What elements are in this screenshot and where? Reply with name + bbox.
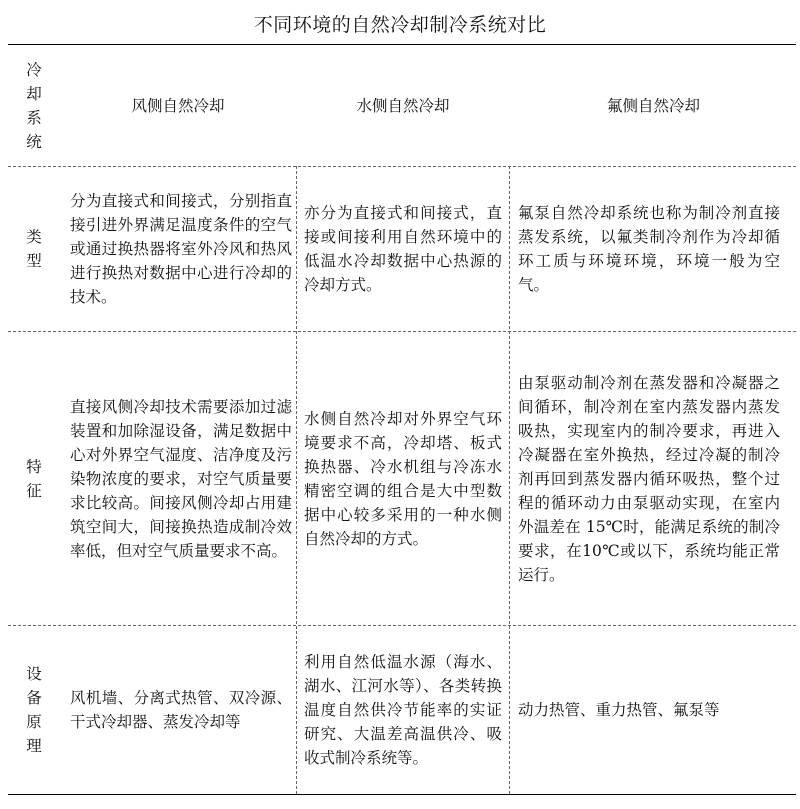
header-row-label: 冷却系统 — [26, 61, 42, 151]
top-rule — [8, 44, 796, 45]
table-cell: 动力热管、重力热管、氟泵等 — [518, 701, 720, 719]
row-label-feature: 特征 — [26, 457, 42, 500]
table-cell: 利用自然低温水源（海水、湖水、江河水等）、各类转换温度自然供冷节能率的实证研究、大温差高温供冷、吸收式制冷系统等。 — [304, 653, 502, 767]
table-cell: 由泵驱动制冷剂在蒸发器和冷凝器之间循环，制冷剂在室内蒸发器内蒸发吸热，实现室内的制冷要求，再进入冷凝器在室外换热，经过冷凝的制冷剂再回到蒸发器内循环吸热，整个过程的循环动力由泵驱动实现，在室内外温差在 15℃时，能满足系统的制冷要求，在10℃或以下，系统均能正常运行。 — [518, 373, 780, 584]
table-cell: 风机墙、分离式热管、双冷源、干式冷却器、蒸发冷却等 — [70, 689, 292, 731]
row-divider — [8, 331, 796, 332]
table-cell: 水侧自然冷却对外界空气环境要求不高，冷却塔、板式换热器、冷水机组与冷冻水精密空调的组合是大中型数据中心较多采用的一种水侧自然冷却的方式。 — [304, 409, 502, 548]
column-header-fluorine: 氟侧自然冷却 — [606, 97, 700, 115]
bottom-rule — [8, 794, 796, 795]
row-divider — [8, 625, 796, 626]
column-header-air: 风侧自然冷却 — [131, 97, 225, 115]
column-header-water: 水侧自然冷却 — [356, 97, 450, 115]
row-label-principle: 设备原理 — [26, 665, 42, 755]
row-label-type: 类型 — [26, 228, 42, 270]
column-divider — [296, 166, 297, 794]
table-cell: 亦分为直接式和间接式，直接或间接利用自然环境中的低温水冷却数据中心热源的冷却方式。 — [304, 204, 502, 294]
column-divider — [509, 166, 510, 794]
table-cell: 氟泵自然冷却系统也称为制冷剂直接蒸发系统，以氟类制冷剂作为冷却循环工质与环境环境，环境一般为空气。 — [518, 204, 780, 294]
table-cell: 分为直接式和间接式，分别指直接引进外界满足温度条件的空气或通过换热器将室外冷风和热风进行换热对数据中心进行冷却的技术。 — [70, 192, 292, 306]
table-title: 不同环境的自然冷却制冷系统对比 — [253, 14, 547, 36]
table-cell: 直接风侧冷却技术需要添加过滤装置和加除湿设备，满足数据中心对外界空气湿度、洁净度及污染物浓度的要求，对空气质量要求比较高。间接风侧冷却占用建筑空间大，间接换热造成制冷效率低，但对空气质量要求不高。 — [70, 397, 292, 560]
row-divider — [8, 166, 796, 167]
